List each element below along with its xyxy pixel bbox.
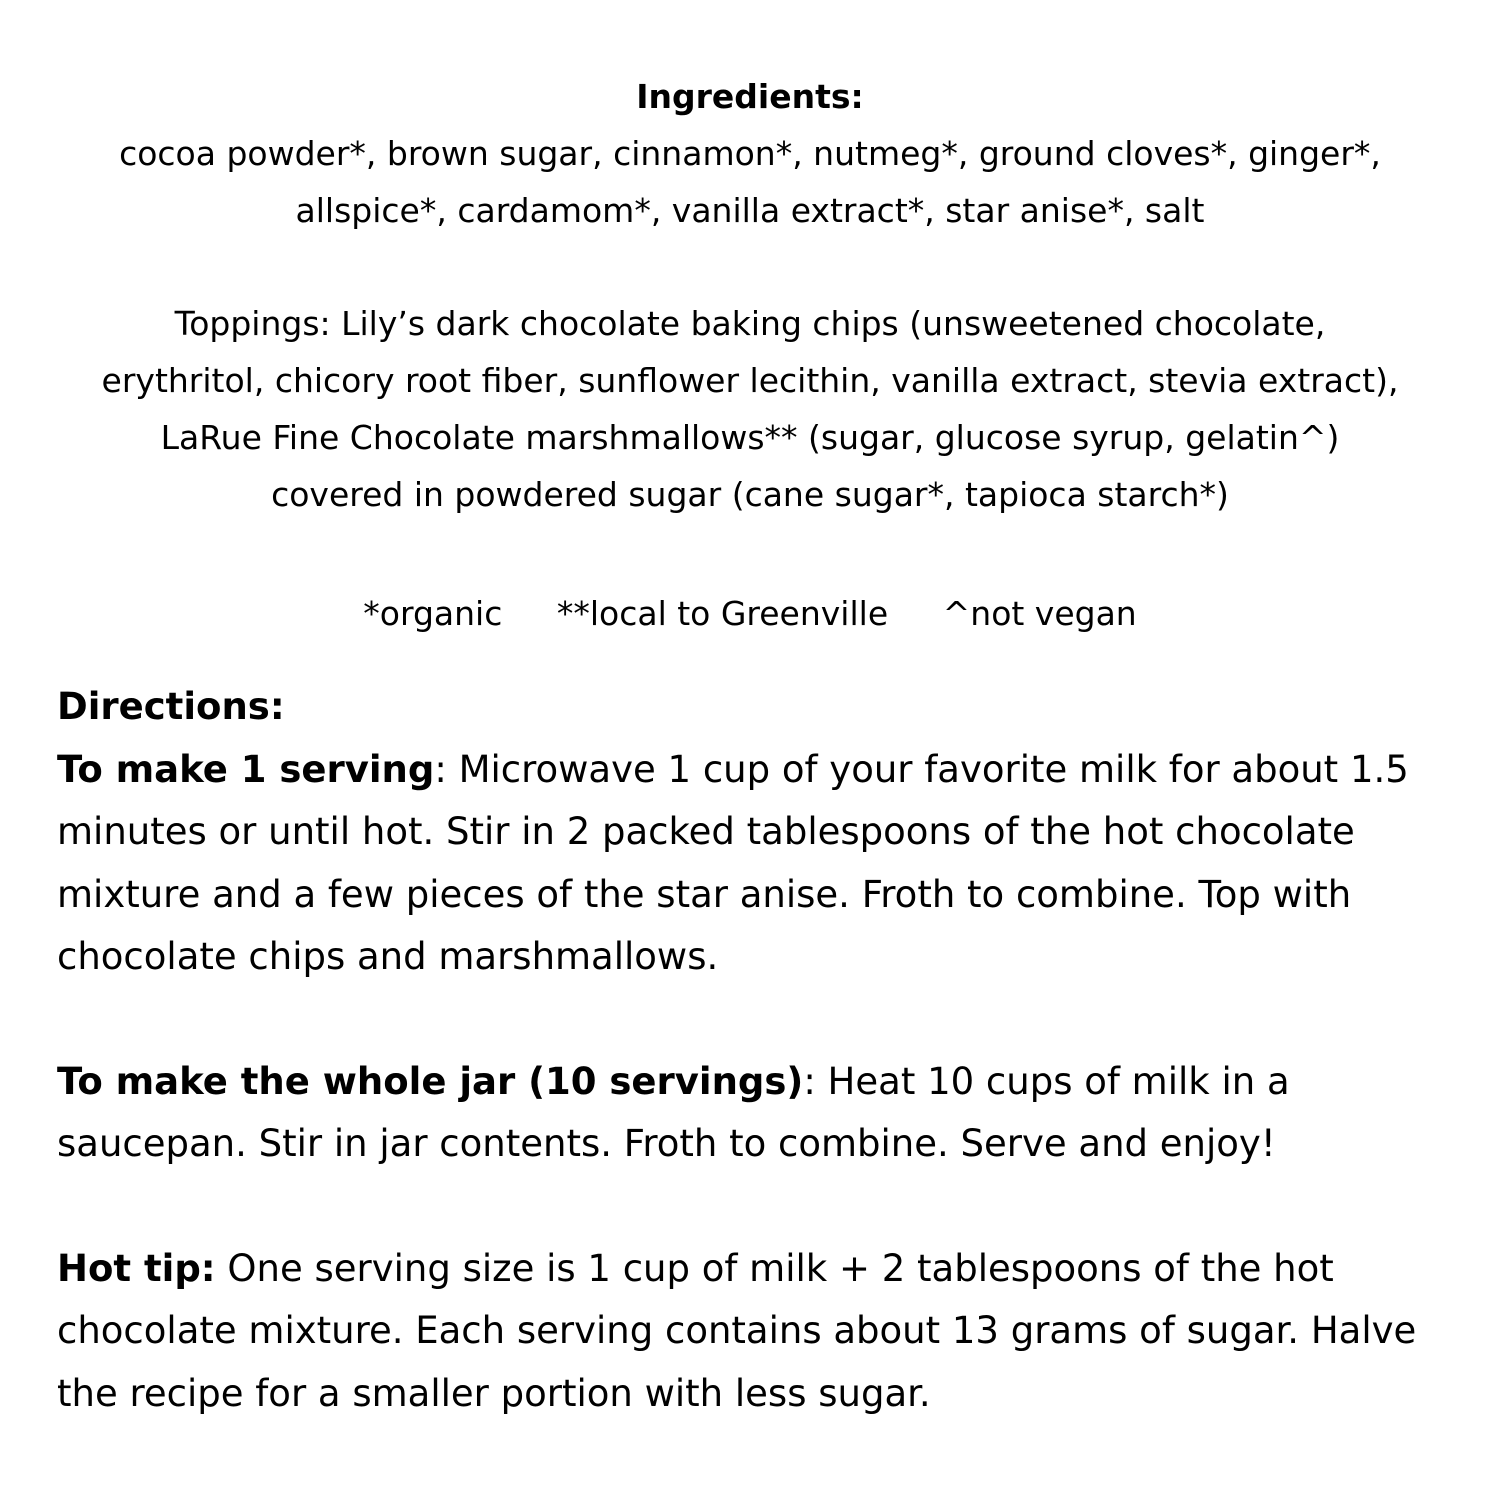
toppings-line-2: erythritol, chicory root fiber, sunflower lecithin, vanilla extract, stevia extract),: [101, 361, 1399, 400]
hot-tip-label: Hot tip:: [57, 1246, 216, 1290]
ingredients-line-2: allspice*, cardamom*, vanilla extract*, star anise*, salt: [295, 191, 1205, 230]
toppings-line-3: LaRue Fine Chocolate marshmallows** (sugar, glucose syrup, gelatin^): [160, 418, 1340, 457]
ingredients-title: Ingredients:: [636, 77, 864, 116]
spacer: [40, 239, 1460, 295]
ingredient-legend: [40, 585, 1460, 642]
legend-not-vegan: ^not vegan: [942, 594, 1137, 633]
whole-jar-text: : Heat 10 cups of milk in a saucepan. Stir in jar contents. Froth to combine. Serve and enjoy!: [57, 1059, 1290, 1165]
legend-organic: *organic: [363, 594, 503, 633]
single-serving-label: To make 1 serving: [57, 747, 435, 791]
whole-jar-label: To make the whole jar (10 servings): [57, 1059, 804, 1103]
single-serving-paragraph: [57, 739, 1457, 989]
whole-jar-paragraph: [57, 1051, 1457, 1176]
legend-local: **local to Greenville: [556, 594, 889, 633]
ingredients-section: [40, 68, 1460, 642]
toppings-line-1: Toppings: Lily’s dark chocolate baking chips (unsweetened chocolate,: [174, 304, 1326, 343]
toppings-line-4: covered in powdered sugar (cane sugar*, tapioca starch*): [271, 475, 1229, 514]
directions-section: [57, 676, 1457, 1425]
ingredients-line-1: cocoa powder*, brown sugar, cinnamon*, nutmeg*, ground cloves*, ginger*,: [119, 134, 1381, 173]
hot-tip-paragraph: [57, 1238, 1457, 1426]
directions-title: Directions:: [57, 685, 285, 728]
hot-tip-text: One serving size is 1 cup of milk + 2 tablespoons of the hot chocolate mixture. Each serving contains about 13 grams of sugar. Halve the recipe for a smaller portion with less sugar.: [57, 1246, 1417, 1415]
single-serving-text: : Microwave 1 cup of your favorite milk for about 1.5 minutes or until hot. Stir in 2 packed tablespoons of the hot chocolate mixture and a few pieces of the star anise. Froth to combine. Top with chocolate chips and marshmallows.: [57, 747, 1409, 978]
